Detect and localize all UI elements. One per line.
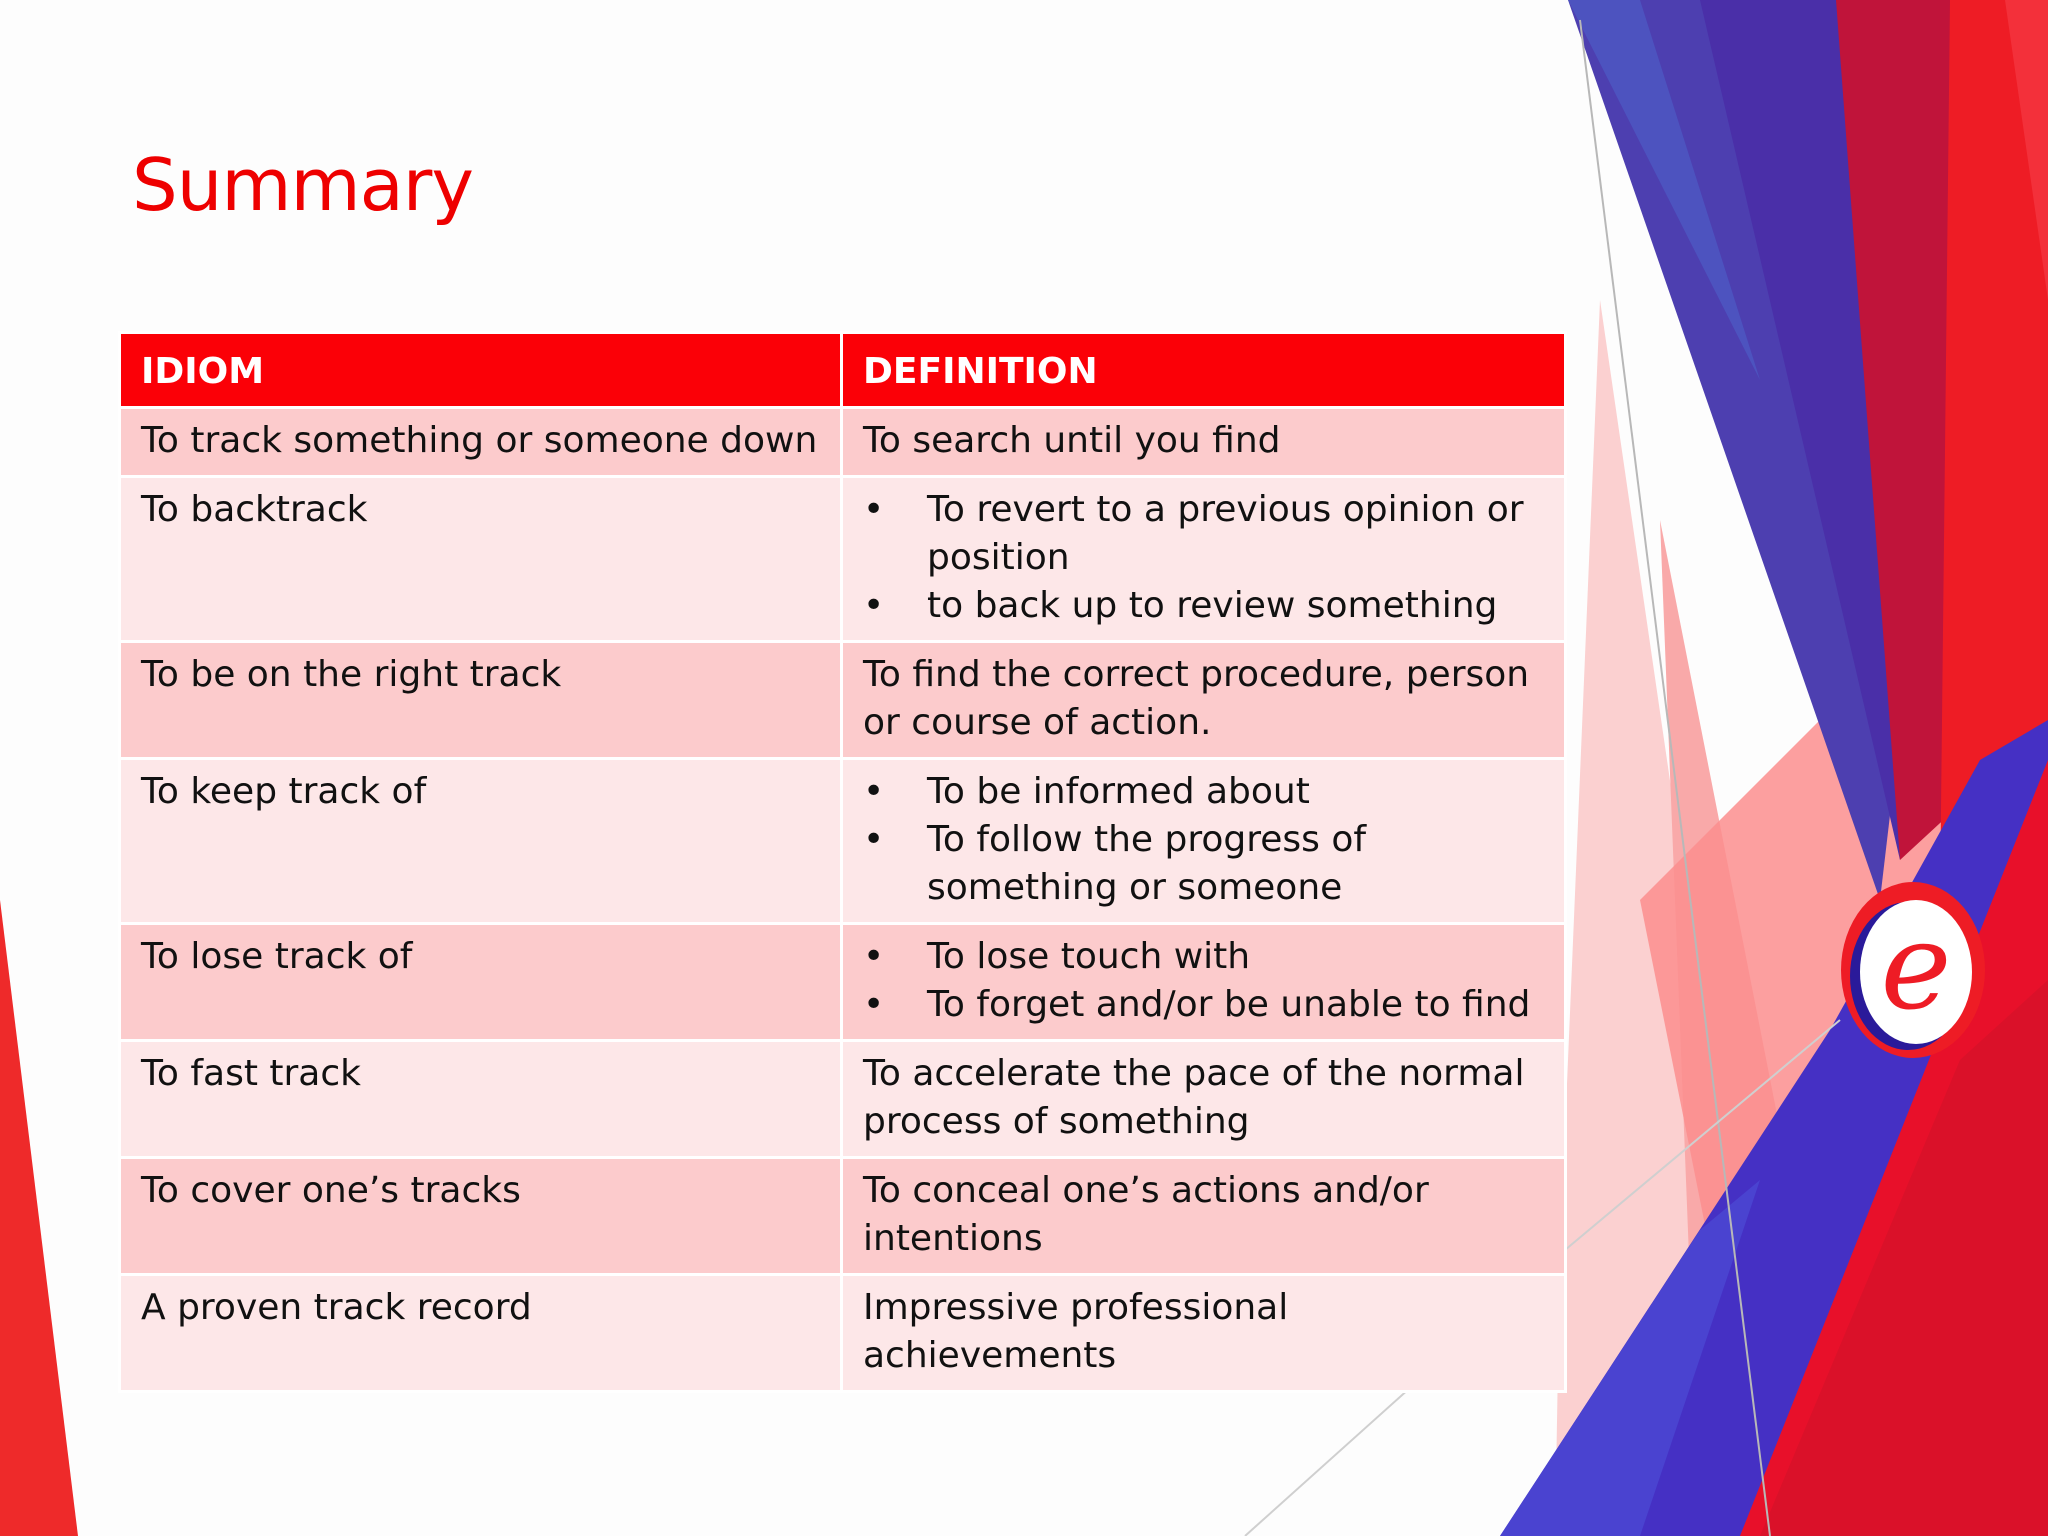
definition-bullet: • To revert to a previous opinion or position — [863, 486, 1546, 582]
definition-cell — [842, 642, 1566, 759]
definition-cell — [842, 1275, 1566, 1392]
definition-bullet: • To forget and/or be unable to find — [863, 981, 1546, 1029]
table-row — [120, 759, 1566, 924]
table-row — [120, 477, 1566, 642]
definition-text: To conceal one’s actions and/or intentions — [863, 1170, 1429, 1259]
definition-bullet: • To lose touch with — [863, 933, 1546, 981]
table-row — [120, 1158, 1566, 1275]
definition-cell — [842, 759, 1566, 924]
definition-cell — [842, 1041, 1566, 1158]
table-row — [120, 924, 1566, 1041]
definition-list — [863, 486, 1546, 630]
column-header-definition: DEFINITION — [842, 333, 1566, 408]
table-row — [120, 642, 1566, 759]
definition-bullet: • to back up to review something — [863, 582, 1546, 630]
idiom-cell: To keep track of — [120, 759, 842, 924]
grey-line-2 — [1245, 1370, 1430, 1536]
idiom-table — [118, 331, 1567, 1393]
idiom-cell: To lose track of — [120, 924, 842, 1041]
definition-text: Impressive professional achievements — [863, 1287, 1289, 1376]
definition-bullet: • To follow the progress of something or someone — [863, 816, 1546, 912]
idiom-cell: To track something or someone down — [120, 408, 842, 477]
table-row — [120, 408, 1566, 477]
definition-list — [863, 768, 1546, 912]
idiom-cell: To cover one’s tracks — [120, 1158, 842, 1275]
table-row — [120, 1275, 1566, 1392]
idiom-cell: To backtrack — [120, 477, 842, 642]
idiom-cell: A proven track record — [120, 1275, 842, 1392]
definition-list — [863, 933, 1546, 1029]
e-logo-icon — [1838, 880, 1988, 1060]
definition-bullet: • To be informed about — [863, 768, 1546, 816]
definition-text: To accelerate the pace of the normal process of something — [863, 1053, 1525, 1142]
definition-text: To find the correct procedure, person or course of action. — [863, 654, 1530, 743]
idiom-cell: To fast track — [120, 1041, 842, 1158]
definition-cell — [842, 1158, 1566, 1275]
slide-title: Summary — [132, 143, 473, 227]
idiom-cell: To be on the right track — [120, 642, 842, 759]
table-row — [120, 1041, 1566, 1158]
definition-cell — [842, 408, 1566, 477]
left-red-wedge — [0, 900, 78, 1536]
definition-text: To search until you find — [863, 420, 1281, 461]
column-header-idiom: IDIOM — [120, 333, 842, 408]
definition-cell — [842, 477, 1566, 642]
logo-letter: e — [1880, 898, 1952, 1037]
table-header-row — [120, 333, 1566, 408]
definition-cell — [842, 924, 1566, 1041]
